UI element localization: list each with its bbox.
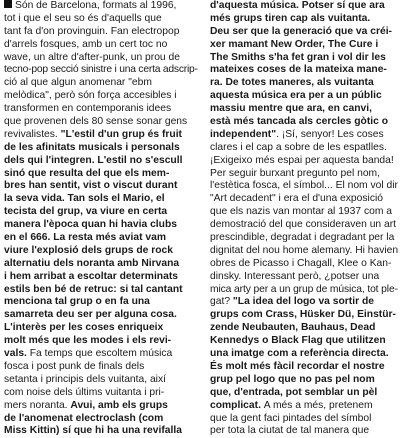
text-line [4, 0, 198, 13]
text-run: Per seguir burxant pregunto pel nom, [210, 167, 380, 179]
text-run: Són de Barcelona, formats al 1996, [15, 0, 177, 11]
bold-text-run: vals. [4, 348, 30, 360]
text-line [4, 258, 198, 271]
text-line [4, 271, 198, 284]
text-line [210, 77, 398, 90]
text-line [210, 387, 398, 400]
bold-text-run: complicat. [210, 399, 264, 411]
text-line [4, 348, 198, 361]
text-run: d'arrels fosques, amb un cert toc no [4, 38, 168, 50]
text-run: tecno-pop secció sinistre i una certa adscrip- [4, 64, 198, 76]
text-line [210, 26, 398, 39]
text-line [4, 116, 198, 129]
text-line [4, 129, 198, 142]
bold-text-run: molt més que les modes i els revi- [4, 335, 172, 347]
text-line [210, 400, 398, 413]
paragraph-bullet-icon [4, 0, 12, 8]
bold-text-run: Miss Kittin) sí que hi ha una revifalla [4, 425, 182, 437]
bold-text-run: L'interès per les coses enriqueix [4, 322, 164, 334]
text-line [4, 180, 198, 193]
bold-text-run: aquesta música era per a un públic [210, 90, 382, 102]
text-run: wave, un altre d'after-punk, un prou de [4, 51, 180, 63]
text-line [210, 284, 398, 297]
text-run: . ¡Sí, senyor! Les coses [276, 128, 384, 140]
bold-text-run: independent" [210, 128, 277, 140]
bold-text-run: alternatiu dels noranta amb Nirvana [4, 257, 180, 269]
bold-text-run: The Smiths s'ha fet gran i vol dir les [210, 51, 386, 63]
bold-text-run: grup pel logo que no pas pel nom [210, 373, 375, 385]
bold-text-run: bres han sentit, vist o viscut durant [4, 180, 178, 192]
bold-text-run: la seva vida. Tan sols el Mario, el [4, 193, 165, 205]
text-line [210, 425, 398, 438]
text-run: que els nazis van montar al 1937 com a [210, 206, 393, 218]
text-line [210, 142, 398, 155]
text-line [210, 413, 398, 426]
left-text-column [4, 0, 198, 437]
text-line [4, 155, 198, 168]
bold-text-run: en el 666. La resta més aviat vam [4, 232, 166, 244]
bold-text-run: xer mamant New Order, The Cure i [210, 38, 379, 50]
text-line [4, 64, 198, 77]
bold-text-run: manera l'època quan hi havia clubs [4, 219, 177, 231]
text-run: revivalistes. [4, 128, 61, 140]
text-line [4, 387, 198, 400]
text-line [210, 296, 398, 309]
text-run: per tota la ciutat de tal manera que [210, 425, 370, 437]
bold-text-run: tecista del grup, va viure en certa [4, 206, 168, 218]
bold-text-run: més grups tiren cap als vuitanta. [210, 12, 371, 24]
bold-text-run: d'aquesta música. Potser sí que ara [210, 0, 385, 11]
bold-text-run: que, d'entrada, pot semblar un pèl [210, 386, 378, 398]
text-line [210, 258, 398, 271]
text-line [210, 0, 398, 13]
text-line [4, 103, 198, 116]
text-line [4, 206, 198, 219]
text-run: que provenen dels 80 sense sonar gens [4, 116, 188, 128]
text-run: ¡Exigeixo més espai per aquesta banda! [210, 154, 394, 166]
text-line [210, 90, 398, 103]
bold-text-run: Deu ser que la generació que va créi- [210, 25, 392, 37]
bold-text-run: i hem arribat a escoltar determinats [4, 270, 178, 282]
text-line [210, 116, 398, 129]
text-line [210, 39, 398, 52]
text-line [210, 206, 398, 219]
bold-text-run: samarreta deu ser per alguna cosa. [4, 309, 177, 321]
text-line [210, 335, 398, 348]
text-run: mers noranta. [4, 399, 71, 411]
text-run: ció al que algun anomenar "ebm [4, 77, 152, 89]
bold-text-run: ra. De totes maneres, als vuitanta [210, 77, 374, 89]
bold-text-run: menciona tal grup o en fa una [4, 296, 150, 308]
text-line [210, 309, 398, 322]
bold-text-run: "L'estil d'un grup és fruit [60, 128, 182, 140]
text-line [210, 180, 398, 193]
text-line [4, 413, 198, 426]
text-line [210, 374, 398, 387]
text-line [210, 103, 398, 116]
text-line [210, 271, 398, 284]
text-line [210, 322, 398, 335]
text-line [4, 13, 198, 26]
text-line [4, 52, 198, 65]
text-line [4, 77, 198, 90]
text-line [210, 13, 398, 26]
text-line [4, 284, 198, 297]
bold-text-run: Kennedys o Black Flag que utilitzen [210, 335, 386, 347]
text-run: clares i el cap a sobre de les espatlles. [210, 141, 387, 153]
text-run: Fa temps que escoltem música [29, 348, 173, 360]
text-run: gat? [210, 296, 233, 308]
text-line [4, 425, 198, 438]
text-line [4, 168, 198, 181]
text-run: setanta i principis dels vuitanta, així [4, 373, 166, 385]
text-line [4, 232, 198, 245]
text-line [4, 322, 198, 335]
bold-text-run: zende Neubauten, Bauhaus, Dead [210, 322, 376, 334]
text-line [4, 193, 198, 206]
text-run: tot i que el seu so és d'aquells que [4, 12, 162, 24]
text-line [210, 168, 398, 181]
text-line [210, 193, 398, 206]
text-line [210, 232, 398, 245]
bold-text-run: sinó que resulta del que els mem- [4, 167, 170, 179]
text-run: transformen en contemporanis idees [4, 103, 172, 115]
bold-text-run: mateixes coses de la mateixa mane- [210, 64, 387, 76]
text-line [4, 39, 198, 52]
text-run: dinsky. Interessant però, ¿potser una [210, 270, 380, 282]
bold-text-run: de l'anomenat electroclash (com [4, 412, 164, 424]
text-line [4, 374, 198, 387]
text-run: dignitat del nou home alemany. Hi havien [210, 244, 399, 256]
text-run: melòdica", però són força accesibles i [4, 90, 177, 102]
text-line [4, 296, 198, 309]
text-line [210, 64, 398, 77]
text-line [4, 90, 198, 103]
text-line [4, 309, 198, 322]
text-run: obres de Picasso i Chagall, Klee o Kan- [210, 257, 392, 269]
bold-text-run: viure l'explosió dels grups de rock [4, 244, 173, 256]
text-line [210, 129, 398, 142]
bold-text-run: una imatge com a referència directa. [210, 348, 389, 360]
bold-text-run: És molt més fàcil recordar el nostre [210, 360, 385, 372]
bold-text-run: Avui, amb els grups [70, 399, 168, 411]
text-line [210, 52, 398, 65]
text-line [4, 361, 198, 374]
bold-text-run: dels qui l'integren. L'estil no s'escull [4, 154, 183, 166]
text-line [4, 26, 198, 39]
text-run: que la gent faci pintades del símbol [210, 412, 372, 424]
text-line [210, 348, 398, 361]
text-run: A més a més, pretenem [263, 399, 373, 411]
bold-text-run: de les afinitats musicals i personals [4, 141, 180, 153]
text-line [4, 245, 198, 258]
text-run: com noise dels últims vuitanta i pri- [4, 386, 165, 398]
text-line [210, 219, 398, 232]
text-line [210, 155, 398, 168]
text-line [210, 245, 398, 258]
text-run: tant fa d'on provinguin. Fan electropop [4, 25, 180, 37]
bold-text-run: està més tancada als cercles gòtic o [210, 116, 388, 128]
text-line [210, 361, 398, 374]
text-line [4, 335, 198, 348]
text-run: "Art decadent" i era el d'una exposició [210, 193, 383, 205]
right-text-column [210, 0, 399, 437]
text-line [4, 219, 198, 232]
text-run: l'estètica fosca, el símbol... El nom vol dir [210, 180, 398, 192]
text-run: prescindible, degradat i degradant per la [210, 232, 395, 244]
bold-text-run: massiu mentre que ara, en canvi, [210, 103, 372, 115]
text-run: fosca i post punk de finals dels [4, 360, 145, 372]
text-run: demostració del que consideraven un art [210, 219, 397, 231]
bold-text-run: "La idea del logo va sortir de [232, 296, 374, 308]
bold-text-run: estils ben bé de retruc: si tal cantant [4, 283, 183, 295]
text-line [4, 400, 198, 413]
text-run: mica arty per a un grup de música, tot ple- [210, 283, 398, 295]
bold-text-run: grups com Crass, Hüsker Dü, Einstür- [210, 309, 396, 321]
text-line [4, 142, 198, 155]
